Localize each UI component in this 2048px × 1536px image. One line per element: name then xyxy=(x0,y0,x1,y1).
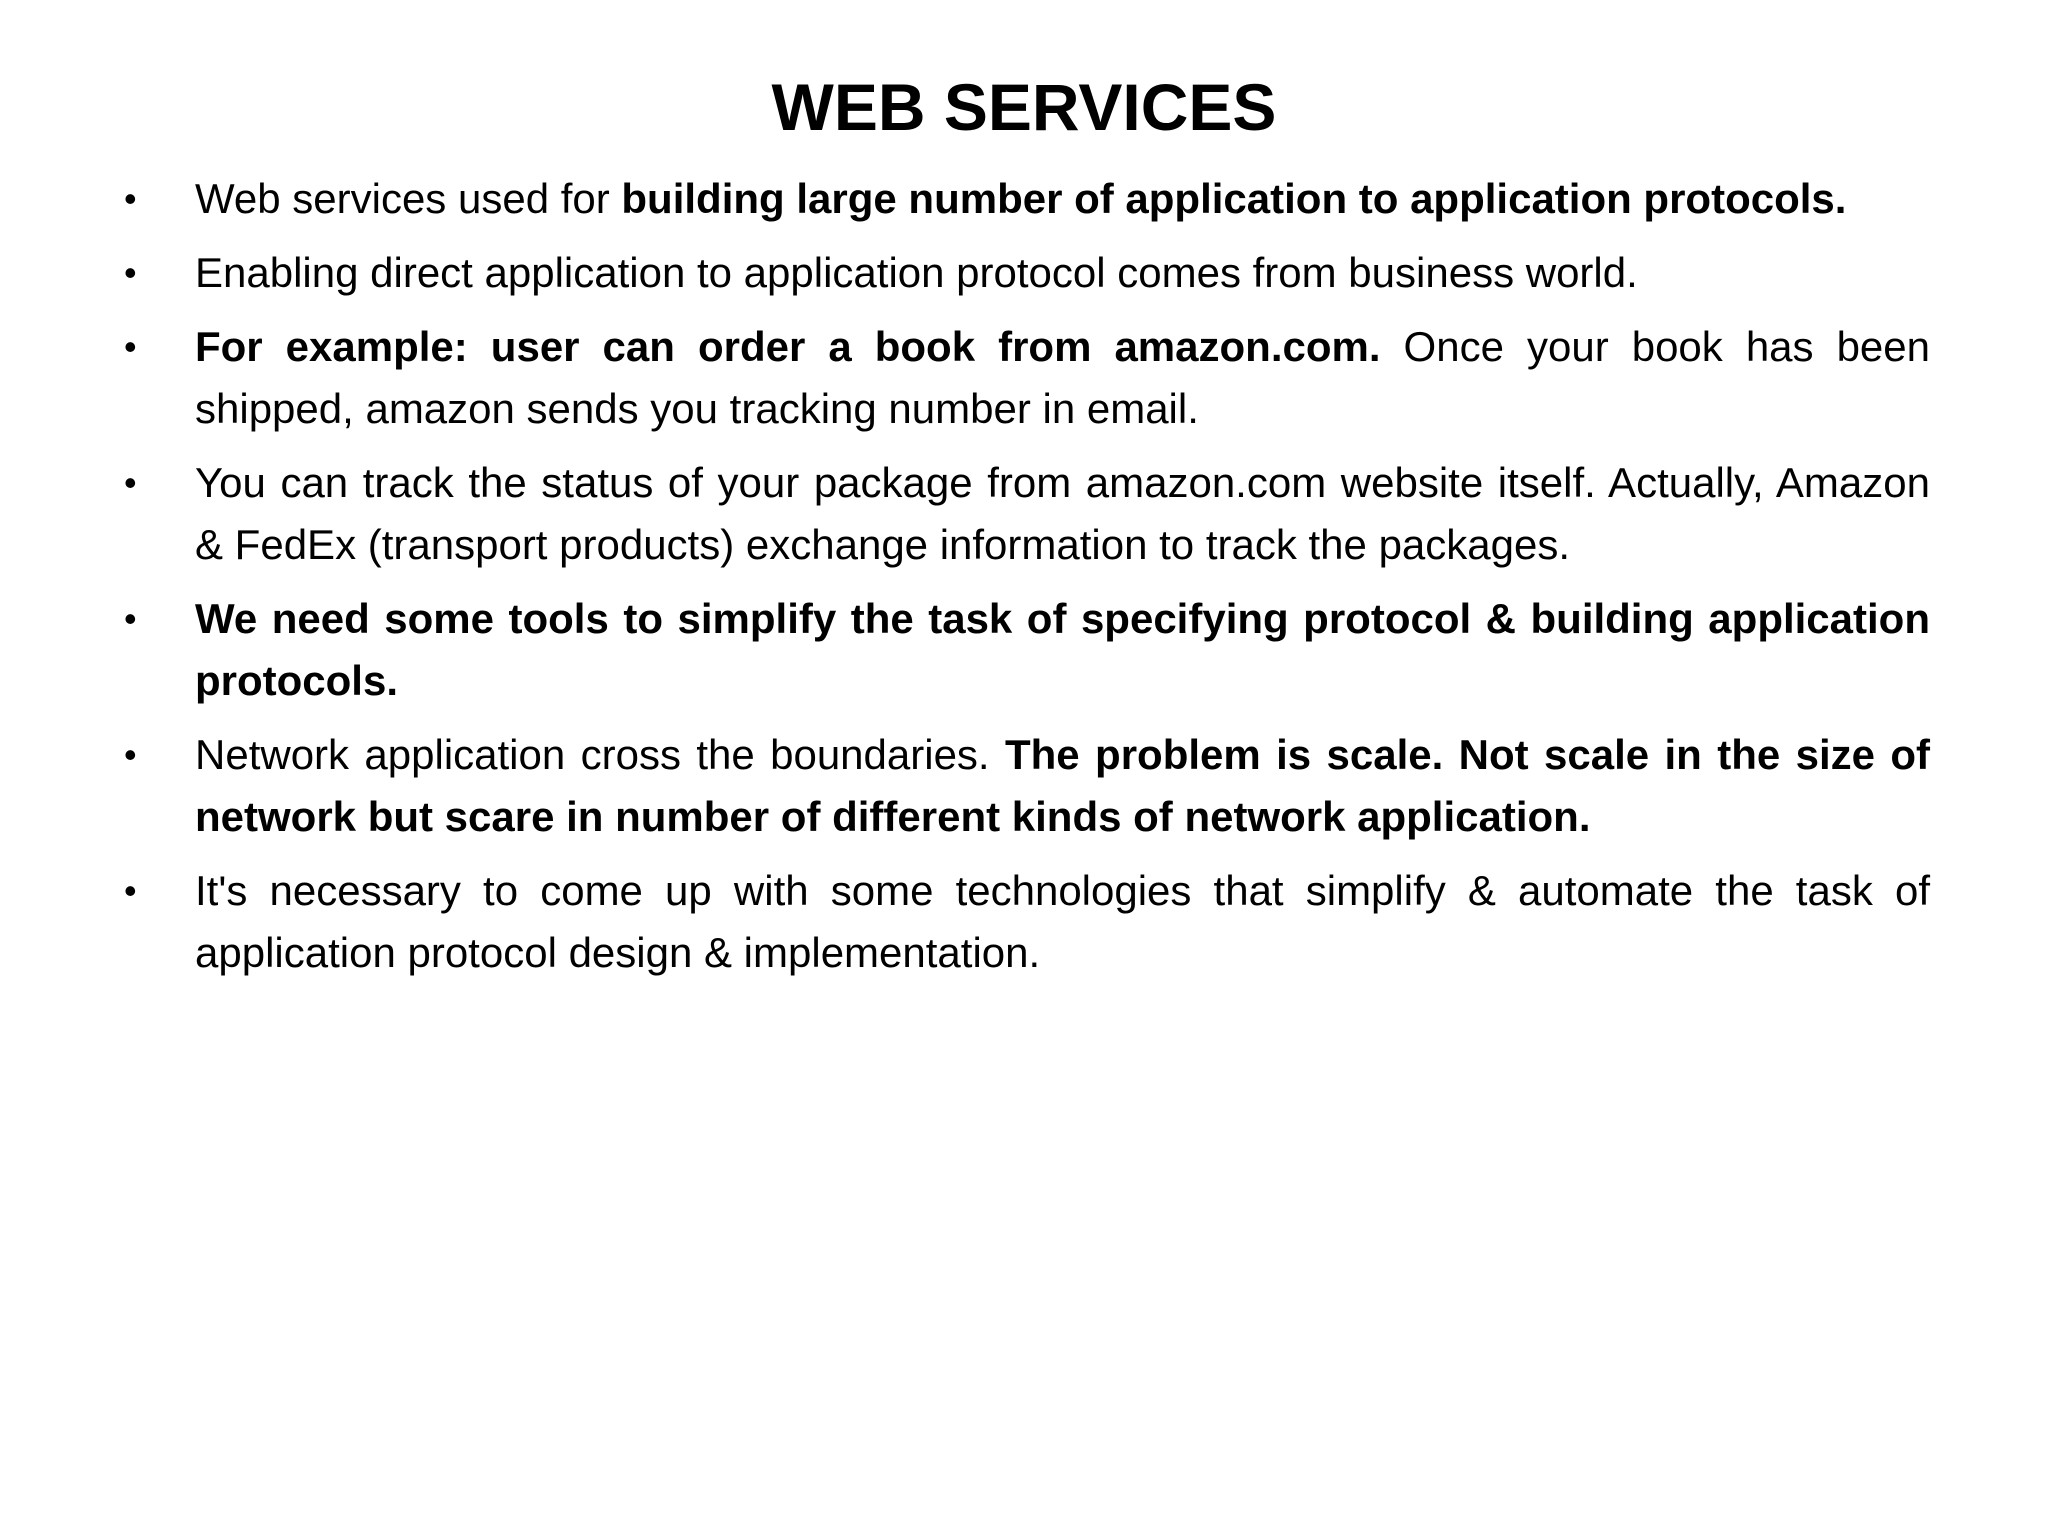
bullet-item-4 xyxy=(120,452,1930,576)
bullet-list xyxy=(120,168,1930,996)
bullet-text-normal: Once your book has been shipped, amazon sends you tracking number in email. xyxy=(195,323,1930,432)
bullet-text-normal: Enabling direct application to application protocol comes from business world. xyxy=(195,249,1638,296)
bullet-marker: • xyxy=(124,178,137,219)
slide-title: WEB SERVICES xyxy=(771,70,1277,144)
bullet-item-3 xyxy=(120,316,1930,440)
bullet-marker: • xyxy=(124,598,137,639)
bullet-text-normal: Web services used for xyxy=(195,175,622,222)
bullet-text-bold: building large number of application to application protocols. xyxy=(621,175,1847,222)
bullet-item-2 xyxy=(120,242,1930,304)
bullet-marker: • xyxy=(124,870,137,911)
bullet-item-5 xyxy=(120,588,1930,712)
bullet-text-normal: You can track the status of your package from amazon.com website itself. Actually, Amazon & FedEx (transport products) exchange information to track the packages. xyxy=(195,459,1930,568)
bullet-marker: • xyxy=(124,734,137,775)
bullet-marker: • xyxy=(124,252,137,293)
bullet-text-bold: For example: user can order a book from amazon.com. xyxy=(195,323,1381,370)
bullet-item-6 xyxy=(120,724,1930,848)
bullet-marker: • xyxy=(124,462,137,503)
bullet-text-normal: It's necessary to come up with some technologies that simplify & automate the task of application protocol design & implementation. xyxy=(195,867,1930,976)
bullet-item-1 xyxy=(120,168,1930,230)
bullet-text-normal: Network application cross the boundaries. xyxy=(195,731,1005,778)
bullet-text-bold: We need some tools to simplify the task of specifying protocol & building application protocols. xyxy=(195,595,1930,704)
bullet-marker: • xyxy=(124,326,137,367)
bullet-text-bold: The problem is scale. Not scale in the size of network but scare in number of different kinds of network application. xyxy=(195,731,1930,840)
bullet-item-7 xyxy=(120,860,1930,984)
